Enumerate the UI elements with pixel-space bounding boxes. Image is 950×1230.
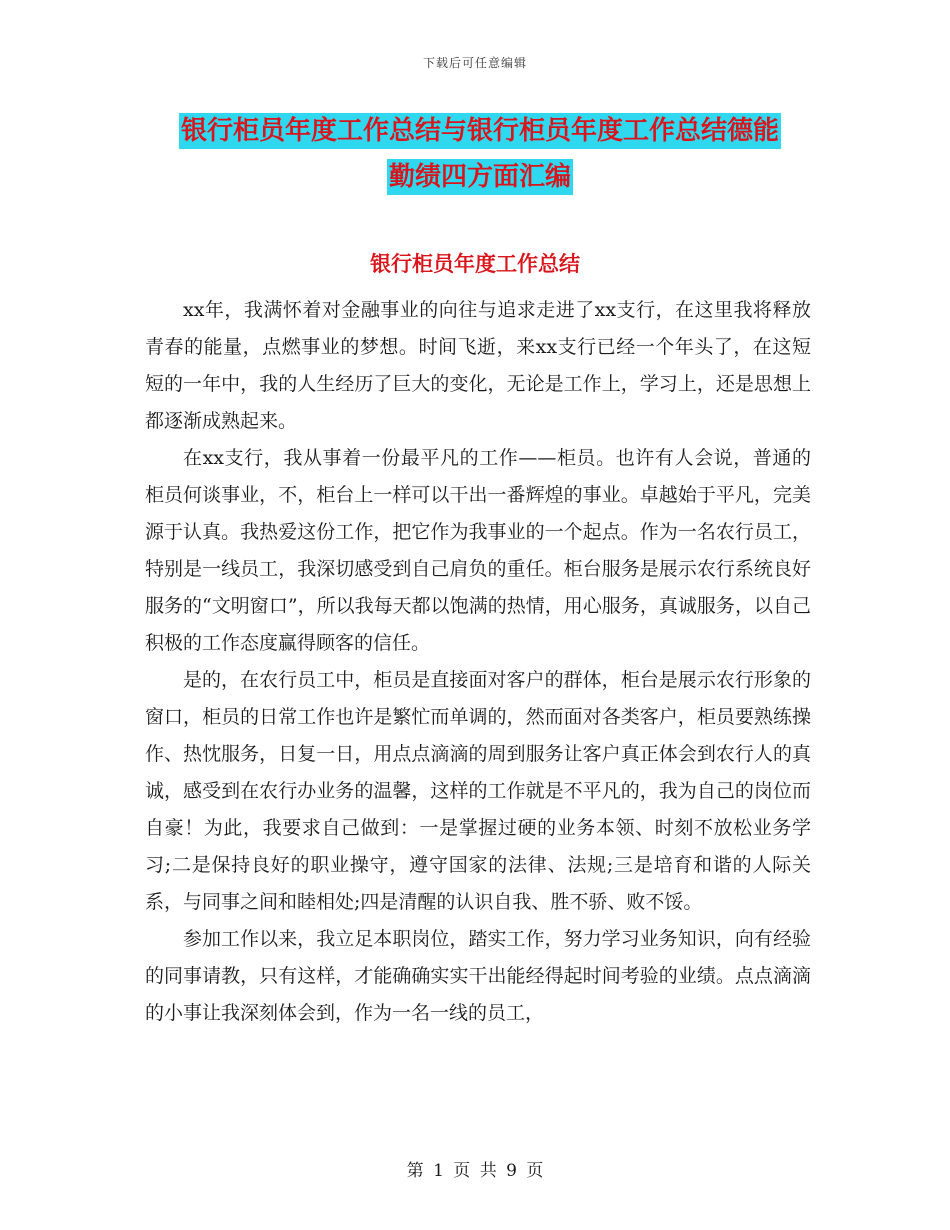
page-number-footer: 第 1 页 共 9 页 — [406, 1161, 544, 1181]
paragraph: 是的，在农行员工中，柜员是直接面对客户的群体，柜台是展示农行形象的窗口，柜员的日常工作也许是繁忙而单调的，然而面对各类客户，柜员要熟练操作、热忱服务，日复一日，用点点滴滴的周到服务让客户真正体会到农行人的真诚，感受到在农行办业务的温馨，这样的工作就是不平凡的，我为自己的岗位而自豪！为此，我要求自己做到：一是掌握过硬的业务本领、时刻不放松业务学习;二是保持良好的职业操守，遵守国家的法律、法规;三是培育和谐的人际关系，与同事之间和睦相处;四是清醒的认识自我、胜不骄、败不馁。 — [145, 669, 811, 913]
paragraph: 在xx支行，我从事着一份最平凡的工作——柜员。也许有人会说，普通的柜员何谈事业，不，柜台上一样可以干出一番辉煌的事业。卓越始于平凡，完美源于认真。我热爱这份工作，把它作为我事业的一个起点。作为一名农行员工，特别是一线员工，我深切感受到自己肩负的重任。柜台服务是展示农行系统良好服务的“文明窗口”，所以我每天都以饱满的热情，用心服务，真诚服务，以自己积极的工作态度赢得顾客的信任。 — [145, 447, 811, 654]
section-title: 银行柜员年度工作总结 — [370, 252, 580, 276]
document-title-line-1: 银行柜员年度工作总结与银行柜员年度工作总结德能 — [179, 113, 781, 149]
page-header-note: 下载后可任意编辑 — [422, 56, 527, 70]
document-title — [140, 108, 820, 200]
paragraph: xx年，我满怀着对金融事业的向往与追求走进了xx支行，在这里我将释放青春的能量，点燃事业的梦想。时间飞逝，来xx支行已经一个年头了，在这短短的一年中，我的人生经历了巨大的变化，无论是工作上，学习上，还是思想上都逐渐成熟起来。 — [145, 299, 811, 432]
body-text — [145, 292, 811, 1032]
document-title-line-2: 勤绩四方面汇编 — [387, 159, 573, 195]
paragraph: 参加工作以来，我立足本职岗位，踏实工作，努力学习业务知识，向有经验的同事请教，只有这样，才能确确实实干出能经得起时间考验的业绩。点点滴滴的小事让我深刻体会到，作为一名一线的员工， — [145, 928, 811, 1024]
